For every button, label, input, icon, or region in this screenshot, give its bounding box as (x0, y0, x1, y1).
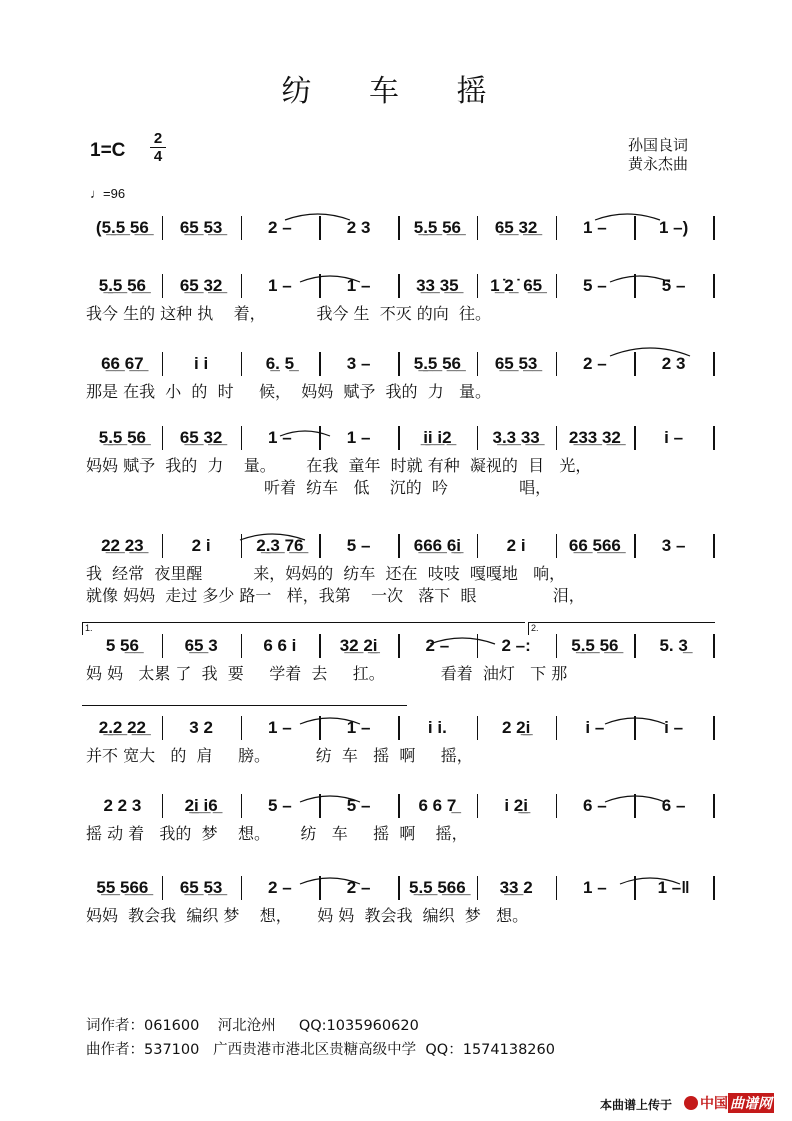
barline (398, 876, 400, 900)
barline (556, 216, 558, 240)
measure: 2 – (268, 878, 292, 897)
measure: 6̲5̲ 3 (184, 636, 218, 655)
barline (241, 426, 243, 450)
measure: 1 – (583, 218, 607, 237)
barline (162, 794, 164, 818)
measure: 5 – (346, 536, 371, 555)
barline (556, 634, 558, 658)
key-signature: 1=C (90, 140, 126, 161)
measure: 2̲.̲3̲ 7̲6̲ (256, 536, 304, 555)
measure: 2 2̲i̲ (501, 718, 531, 737)
measure: 2̲i̲ i̲6̲ (184, 796, 218, 815)
notation-line (86, 534, 716, 558)
barline (162, 634, 164, 658)
notation-line (86, 876, 716, 900)
lyric-line: 摇 动 着 我的 梦 想。 纺 车 摇 啊 摇， (86, 824, 468, 843)
barline (556, 876, 558, 900)
meter-bottom: 4 (153, 148, 163, 165)
measure: 6̲5̲ 5̲3̲ (179, 878, 223, 897)
measure: 3̲3̲ 2 (499, 878, 533, 897)
barline (241, 634, 243, 658)
volta-first-ending: 1. (82, 622, 525, 635)
measure: 3 – (661, 536, 686, 555)
barline (556, 534, 558, 558)
lyricist: 孙国良词 (628, 136, 689, 154)
notation-line (86, 716, 716, 740)
notation-line (86, 216, 716, 240)
barline (713, 716, 715, 740)
tempo-marking: ♩=96 (90, 186, 126, 201)
lyric-line: 我 经常 夜里醒 来，妈妈的 纺车 还在 吱吱 嘎嘎地 响， (86, 564, 566, 583)
barline (477, 426, 479, 450)
measure: 2 i (191, 536, 211, 555)
measure: 6̲5̲ 3̲2̲ (179, 276, 223, 295)
barline (556, 716, 558, 740)
barline (634, 794, 636, 818)
measure: 2 i (506, 536, 526, 555)
barline (162, 216, 164, 240)
barline (319, 534, 321, 558)
barline (556, 794, 558, 818)
credits (628, 136, 688, 174)
measure: 3̲3̲ 3̲5̲ (416, 276, 459, 295)
measure: 1 – (268, 718, 292, 737)
logo-part2: 曲谱网 (728, 1093, 774, 1113)
measure: 1 – (583, 878, 607, 897)
barline (477, 216, 479, 240)
barline (634, 634, 636, 658)
volta-second-ending: 2. (528, 622, 715, 635)
barline (556, 352, 558, 376)
barline (477, 716, 479, 740)
barline (162, 426, 164, 450)
barline (713, 426, 715, 450)
barline (634, 534, 636, 558)
barline (477, 352, 479, 376)
barline (398, 794, 400, 818)
measure: i i. (427, 718, 447, 737)
barline (713, 634, 715, 658)
measure: i̲i̲ i̲2̲ (423, 428, 452, 447)
barline (241, 876, 243, 900)
notation-line (86, 274, 716, 298)
measure: 5̲.̲5̲ 5̲6̲6̲ (409, 878, 466, 897)
measure: 3 2 (189, 718, 213, 737)
barline (398, 534, 400, 558)
measure: 2 –: (501, 636, 531, 655)
barline (162, 716, 164, 740)
measure: 6̲5̲ 3̲2̲ (179, 428, 223, 447)
measure: 2 – (346, 878, 371, 897)
measure: 3̲.̲3̲ 3̲3̲ (492, 428, 540, 447)
barline (398, 274, 400, 298)
measure: 5̲.̲5̲ 5̲6̲ (413, 218, 461, 237)
barline (319, 876, 321, 900)
notation-line (86, 426, 716, 450)
barline (634, 274, 636, 298)
barline (398, 426, 400, 450)
measure: 6̲5̲ 5̲3̲ (494, 354, 538, 373)
barline (319, 352, 321, 376)
measure: 5 – (346, 796, 371, 815)
measure: 6 6 7̲ (418, 796, 457, 815)
barline (556, 426, 558, 450)
measure: 2 2 3 (103, 796, 142, 815)
barline (634, 876, 636, 900)
song-title: 纺 车 摇 (281, 74, 511, 109)
composer: 黄永杰曲 (628, 155, 689, 173)
barline (241, 794, 243, 818)
footer-composer-info: 曲作者：537100 广西贵港市港北区贵糖高级中学 QQ：1574138260 (86, 1042, 555, 1058)
barline (162, 876, 164, 900)
barline (713, 352, 715, 376)
measure: 5 – (661, 276, 686, 295)
measure: 5̲5̲ 5̲6̲6̲ (96, 878, 149, 897)
notation-line (86, 634, 716, 658)
barline (398, 716, 400, 740)
barline (477, 794, 479, 818)
measure: 1 –) (658, 218, 689, 237)
barline (398, 216, 400, 240)
measure: 2 3 (346, 218, 371, 237)
measure: (5̲.̲5̲ 5̲6̲ (95, 218, 149, 237)
lyric-line: 妈妈 赋予 我的 力 量。 在我 童年 时就 有种 凝视的 目 光， (86, 456, 592, 475)
measure: 5̲.̲5̲ 5̲6̲ (98, 276, 146, 295)
barline (162, 534, 164, 558)
measure: 2̲2̲ 2̲3̲ (101, 536, 144, 555)
measure: 1 – (346, 276, 371, 295)
measure: 5̲.̲5̲ 5̲6̲ (98, 428, 146, 447)
measure: 3̲2̲ 2̲i̲ (339, 636, 378, 655)
time-signature (150, 131, 166, 164)
measure: 2 – (425, 636, 450, 655)
barline (477, 274, 479, 298)
barline (241, 716, 243, 740)
barline (713, 794, 715, 818)
barline (241, 534, 243, 558)
volta-first-ending-continuation (82, 705, 407, 706)
lyric-line: 那是 在我 小 的 时 候， 妈妈 赋予 我的 力 量。 (86, 382, 491, 401)
barline (241, 274, 243, 298)
barline (241, 352, 243, 376)
measure: 6̲6̲6̲ 6̲i̲ (413, 536, 461, 555)
lyric-line: 听着 纺车 低 沉的 吟 唱， (86, 478, 552, 497)
measure: 5̲.̲5̲ 5̲6̲ (571, 636, 619, 655)
measure: i i (194, 354, 209, 373)
notation-line (86, 352, 716, 376)
measure: 6̲6̲ 6̲7̲ (101, 354, 144, 373)
measure: i – (585, 718, 605, 737)
measure: 3 – (346, 354, 371, 373)
logo-part1: 中国 (700, 1096, 728, 1112)
upload-note: 本曲谱上传于 (600, 1098, 673, 1112)
barline (319, 794, 321, 818)
lyric-line: 我今 生的 这种 执 着， 我今 生 不灭 的向 往。 (86, 304, 491, 323)
measure: 1 – (346, 718, 371, 737)
barline (713, 216, 715, 240)
barline (319, 426, 321, 450)
barline (241, 216, 243, 240)
barline (398, 352, 400, 376)
measure: 2 – (583, 354, 607, 373)
lyric-line: 就像 妈妈 走过 多少 路一 样，我第 一次 落下 眼 泪， (86, 586, 585, 605)
barline (713, 274, 715, 298)
barline (162, 352, 164, 376)
measure: 6̲5̲ 3̲2̲ (494, 218, 538, 237)
lyric-line: 妈 妈 太累 了 我 要 学着 去 扛。 看着 油灯 下 那 (86, 664, 568, 683)
logo-icon (684, 1096, 698, 1110)
barline (319, 634, 321, 658)
measure: 6 – (661, 796, 686, 815)
meter-top: 2 (153, 130, 163, 147)
measure: 2̲3̲3̲ 3̲2̲ (568, 428, 621, 447)
lyric-line: 妈妈 教会我 编织 梦 想， 妈 妈 教会我 编织 梦 想。 (86, 906, 529, 925)
barline (634, 216, 636, 240)
barline (477, 534, 479, 558)
footer-lyricist-info: 词作者：061600 河北沧州 QQ:1035960620 (86, 1018, 419, 1034)
measure: i – (664, 428, 684, 447)
measure: 6̲5̲ 5̲3̲ (179, 218, 223, 237)
measure: 1 –‖ (657, 878, 690, 897)
barline (634, 352, 636, 376)
barline (398, 634, 400, 658)
notation-line (86, 794, 716, 818)
measure: 1 – (346, 428, 371, 447)
measure: 6 – (583, 796, 607, 815)
measure: 1 – (268, 276, 292, 295)
barline (477, 876, 479, 900)
site-logo (684, 1093, 774, 1113)
measure: 2 3 (661, 354, 686, 373)
barline (713, 876, 715, 900)
barline (713, 534, 715, 558)
lyric-line: 并不 宽大 的 肩 膀。 纺 车 摇 啊 摇， (86, 746, 473, 765)
measure: 5. 3̲ (659, 636, 688, 655)
measure: 5 – (268, 796, 292, 815)
measure: 1 – (268, 428, 292, 447)
measure: i 2̲i̲ (504, 796, 528, 815)
measure: i – (664, 718, 684, 737)
measure: 6̲6̲ 5̲6̲6̲ (568, 536, 621, 555)
measure: 1̲ ̇2̲ ̇ 6̲5̲ (490, 276, 543, 295)
barline (319, 216, 321, 240)
barline (319, 274, 321, 298)
barline (556, 274, 558, 298)
barline (162, 274, 164, 298)
barline (477, 634, 479, 658)
measure: 6̲. 5̲ (265, 354, 295, 373)
measure: 5 – (583, 276, 607, 295)
barline (319, 716, 321, 740)
measure: 5̲.̲5̲ 5̲6̲ (413, 354, 461, 373)
barline (634, 716, 636, 740)
measure: 5 5̲6̲ (105, 636, 139, 655)
measure: 2 – (268, 218, 292, 237)
barline (634, 426, 636, 450)
measure: 6 6 i (263, 636, 297, 655)
measure: 2̲.̲2̲ 2̲2̲ (98, 718, 146, 737)
